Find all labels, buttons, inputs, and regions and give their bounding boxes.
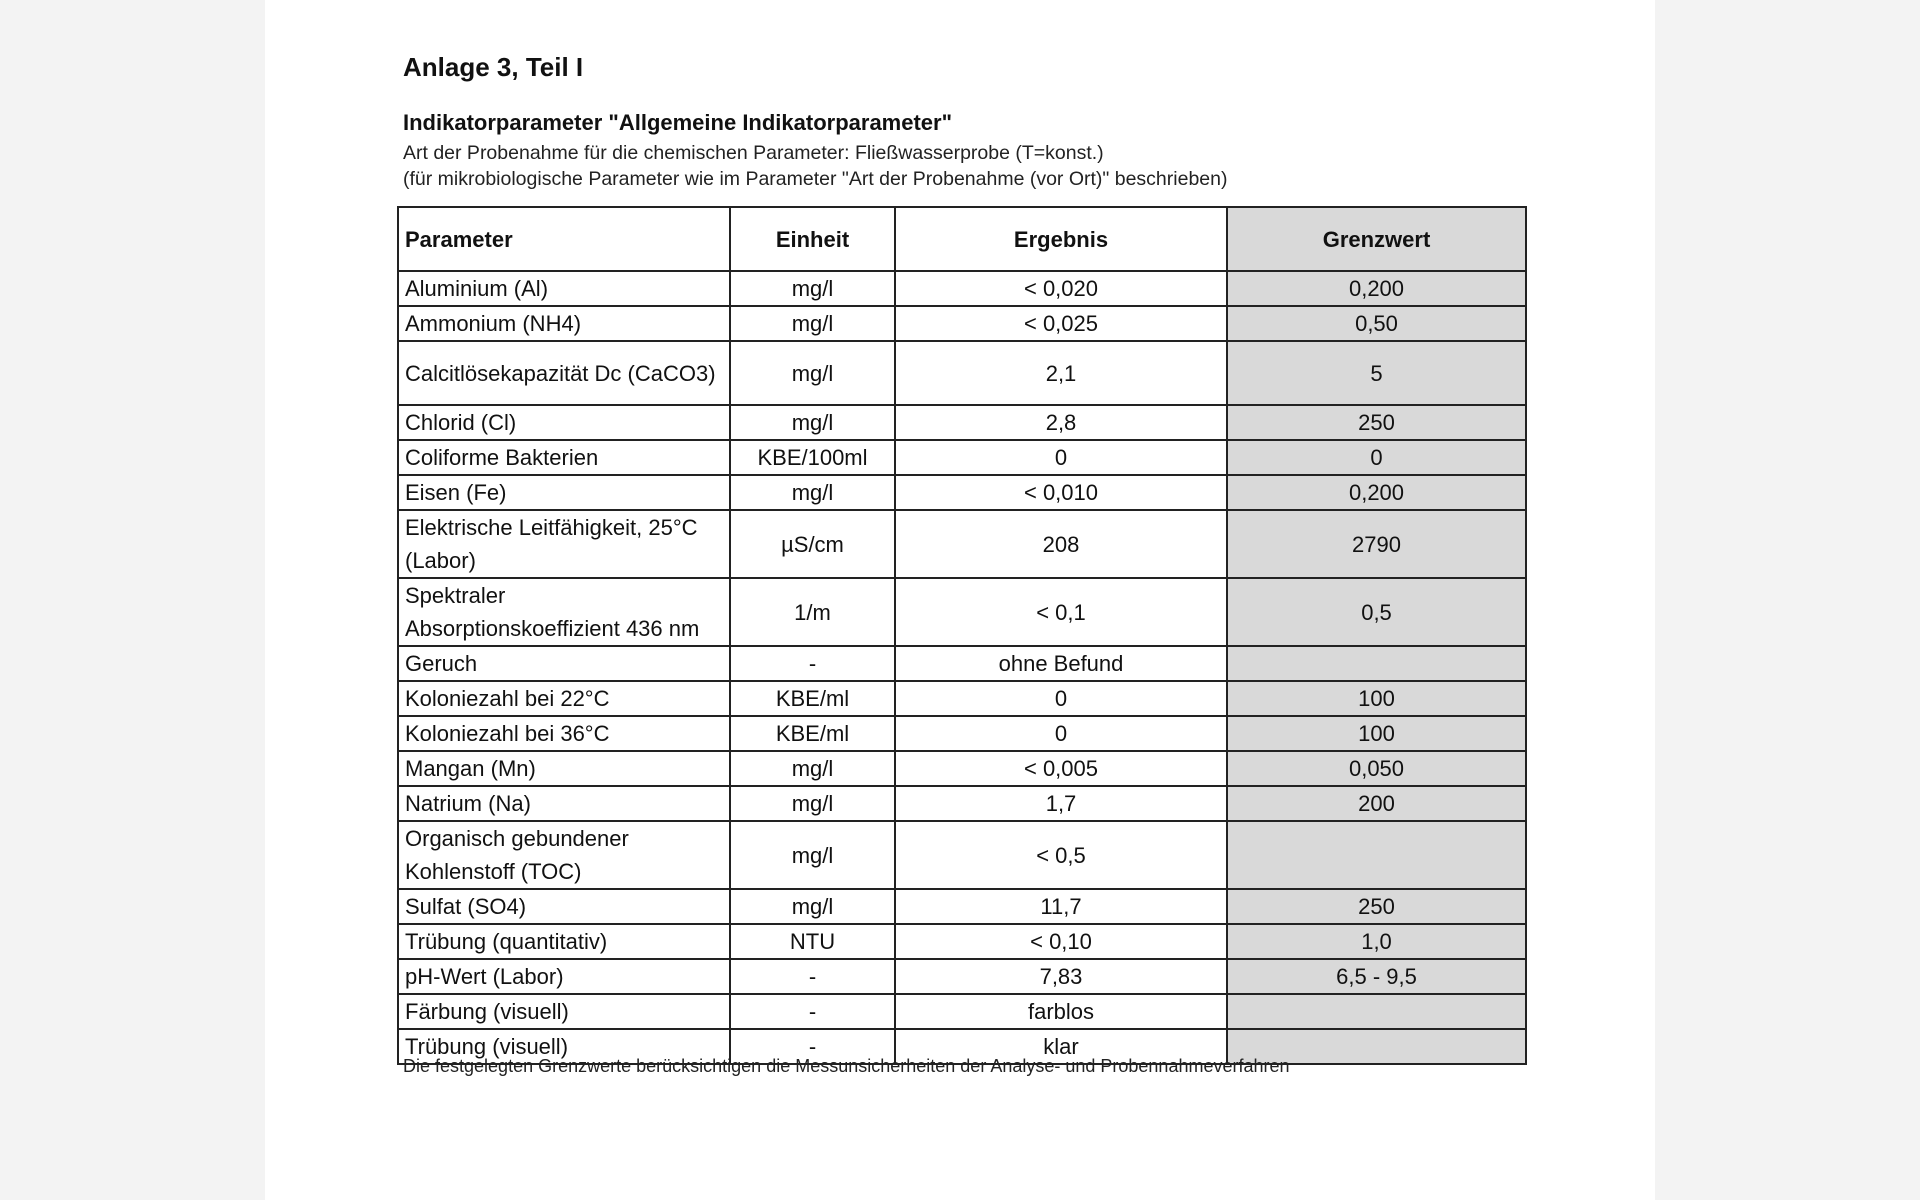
cell-einheit: KBE/ml [730, 681, 895, 716]
cell-grenzwert: 6,5 - 9,5 [1227, 959, 1526, 994]
cell-einheit: mg/l [730, 306, 895, 341]
cell-einheit: mg/l [730, 475, 895, 510]
cell-einheit: mg/l [730, 889, 895, 924]
cell-parameter: Färbung (visuell) [398, 994, 730, 1029]
table-row [398, 510, 1526, 578]
cell-ergebnis: < 0,1 [895, 578, 1227, 646]
cell-parameter: Ammonium (NH4) [398, 306, 730, 341]
table-row [398, 751, 1526, 786]
table-row [398, 475, 1526, 510]
cell-parameter: Sulfat (SO4) [398, 889, 730, 924]
cell-ergebnis: 1,7 [895, 786, 1227, 821]
table-row [398, 578, 1526, 646]
cell-ergebnis: ohne Befund [895, 646, 1227, 681]
cell-grenzwert: 2790 [1227, 510, 1526, 578]
cell-parameter: Elektrische Leitfähigkeit, 25°C (Labor) [398, 510, 730, 578]
cell-grenzwert: 1,0 [1227, 924, 1526, 959]
cell-einheit: NTU [730, 924, 895, 959]
cell-ergebnis: klar [895, 1029, 1227, 1064]
table-row [398, 994, 1526, 1029]
results-table [397, 206, 1527, 1065]
table-row [398, 786, 1526, 821]
table-row [398, 716, 1526, 751]
table-row [398, 646, 1526, 681]
cell-einheit: mg/l [730, 271, 895, 306]
table-row [398, 959, 1526, 994]
table-row [398, 271, 1526, 306]
cell-ergebnis: < 0,025 [895, 306, 1227, 341]
cell-grenzwert: 250 [1227, 405, 1526, 440]
column-header-grenzwert: Grenzwert [1227, 207, 1526, 271]
cell-parameter: Trübung (quantitativ) [398, 924, 730, 959]
cell-grenzwert [1227, 821, 1526, 889]
cell-parameter: pH-Wert (Labor) [398, 959, 730, 994]
sampling-info-line: (für mikrobiologische Parameter wie im Parameter "Art der Probenahme (vor Ort)" beschrieben) [403, 168, 1228, 190]
column-header-ergebnis: Ergebnis [895, 207, 1227, 271]
document-page [265, 0, 1655, 1200]
table-row [398, 681, 1526, 716]
cell-grenzwert [1227, 646, 1526, 681]
footnote: Die festgelegten Grenzwerte berücksichtigen die Messunsicherheiten der Analyse- und Probennahmeverfahren [403, 1056, 1290, 1076]
cell-parameter: Koloniezahl bei 22°C [398, 681, 730, 716]
cell-grenzwert: 0,5 [1227, 578, 1526, 646]
cell-ergebnis: 0 [895, 440, 1227, 475]
cell-ergebnis: 0 [895, 716, 1227, 751]
cell-parameter: Coliforme Bakterien [398, 440, 730, 475]
cell-parameter: Koloniezahl bei 36°C [398, 716, 730, 751]
cell-ergebnis: < 0,020 [895, 271, 1227, 306]
cell-einheit: 1/m [730, 578, 895, 646]
cell-parameter: Mangan (Mn) [398, 751, 730, 786]
cell-ergebnis: 208 [895, 510, 1227, 578]
cell-parameter: Organisch gebundener Kohlenstoff (TOC) [398, 821, 730, 889]
table-row [398, 405, 1526, 440]
table-header-row [398, 207, 1526, 271]
cell-parameter: Eisen (Fe) [398, 475, 730, 510]
column-header-einheit: Einheit [730, 207, 895, 271]
table-row [398, 341, 1526, 405]
cell-einheit: - [730, 959, 895, 994]
cell-grenzwert: 0,200 [1227, 475, 1526, 510]
cell-ergebnis: < 0,10 [895, 924, 1227, 959]
cell-einheit: mg/l [730, 786, 895, 821]
section-title: Indikatorparameter "Allgemeine Indikatorparameter" [403, 110, 953, 135]
cell-grenzwert: 0,200 [1227, 271, 1526, 306]
cell-ergebnis: 7,83 [895, 959, 1227, 994]
table-row [398, 306, 1526, 341]
cell-ergebnis: 11,7 [895, 889, 1227, 924]
table-row [398, 821, 1526, 889]
cell-einheit: mg/l [730, 821, 895, 889]
cell-grenzwert: 0,50 [1227, 306, 1526, 341]
cell-einheit: - [730, 646, 895, 681]
cell-einheit: mg/l [730, 405, 895, 440]
cell-parameter: Chlorid (Cl) [398, 405, 730, 440]
cell-ergebnis: < 0,005 [895, 751, 1227, 786]
cell-grenzwert: 200 [1227, 786, 1526, 821]
table-row [398, 440, 1526, 475]
cell-ergebnis: < 0,010 [895, 475, 1227, 510]
page-title: Anlage 3, Teil I [403, 52, 584, 82]
cell-ergebnis: 2,1 [895, 341, 1227, 405]
cell-grenzwert [1227, 994, 1526, 1029]
sampling-info-line: Art der Probenahme für die chemischen Parameter: Fließwasserprobe (T=konst.) [403, 142, 1104, 164]
cell-einheit: KBE/ml [730, 716, 895, 751]
cell-ergebnis: farblos [895, 994, 1227, 1029]
cell-ergebnis: 2,8 [895, 405, 1227, 440]
cell-grenzwert: 100 [1227, 716, 1526, 751]
column-header-parameter: Parameter [398, 207, 730, 271]
cell-einheit: µS/cm [730, 510, 895, 578]
cell-grenzwert: 100 [1227, 681, 1526, 716]
cell-parameter: Trübung (visuell) [398, 1029, 730, 1064]
cell-parameter: Natrium (Na) [398, 786, 730, 821]
cell-einheit: - [730, 1029, 895, 1064]
cell-parameter: Calcitlösekapazität Dc (CaCO3) [398, 341, 730, 405]
cell-parameter: Geruch [398, 646, 730, 681]
cell-grenzwert: 0,050 [1227, 751, 1526, 786]
table-row [398, 889, 1526, 924]
cell-einheit: mg/l [730, 751, 895, 786]
cell-ergebnis: 0 [895, 681, 1227, 716]
cell-parameter: Aluminium (Al) [398, 271, 730, 306]
table-row [398, 924, 1526, 959]
cell-grenzwert: 250 [1227, 889, 1526, 924]
cell-grenzwert: 0 [1227, 440, 1526, 475]
cell-parameter: Spektraler Absorptionskoeffizient 436 nm [398, 578, 730, 646]
cell-grenzwert: 5 [1227, 341, 1526, 405]
cell-einheit: mg/l [730, 341, 895, 405]
cell-ergebnis: < 0,5 [895, 821, 1227, 889]
cell-einheit: KBE/100ml [730, 440, 895, 475]
cell-einheit: - [730, 994, 895, 1029]
